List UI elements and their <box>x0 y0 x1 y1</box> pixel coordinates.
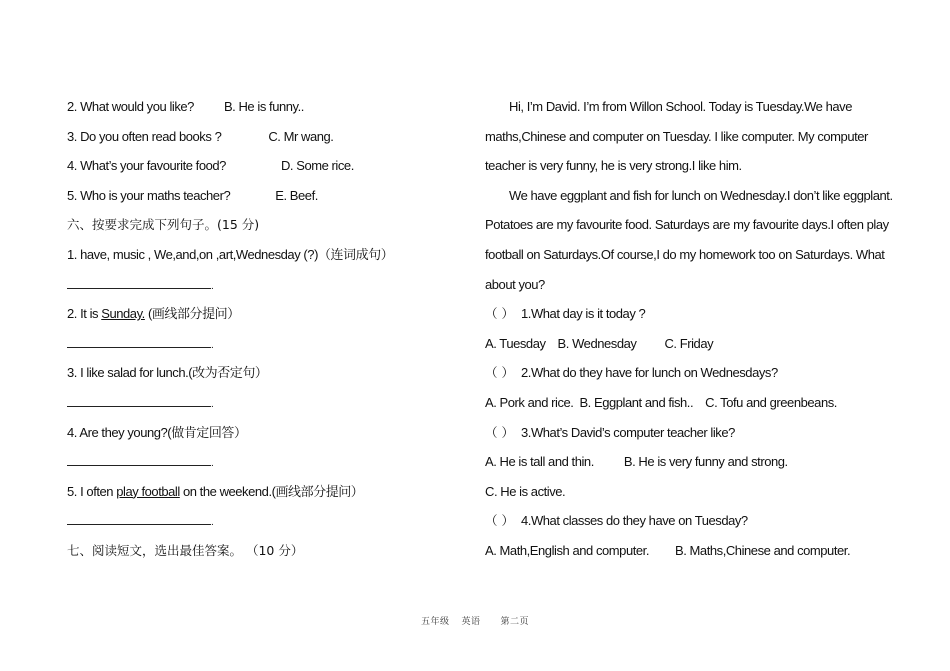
blank-end: . <box>211 517 214 529</box>
answer-option: D. Some rice. <box>280 158 354 174</box>
reading-question-1 <box>485 302 885 332</box>
footer-grade: 五年级 <box>420 617 450 627</box>
option-a: A. Tuesday <box>485 335 546 351</box>
answer-option: B. He is funny.. <box>223 99 304 114</box>
option-b: B. Eggplant and fish.. <box>579 394 694 410</box>
question-text: 2.What do they have for lunch on Wednesdays? <box>521 365 778 381</box>
s6-question-3 <box>67 361 467 391</box>
footer-subject: 英语 <box>461 617 481 627</box>
answer-line[interactable] <box>67 332 467 362</box>
footer-page-number: 第二页 <box>500 617 530 627</box>
matching-row <box>67 95 467 125</box>
answer-bracket[interactable]: （ ） <box>485 306 514 322</box>
blank-end: . <box>211 280 214 292</box>
answer-blank[interactable] <box>67 332 211 348</box>
option-b: B. Maths,Chinese and computer. <box>675 542 851 558</box>
options-row <box>485 332 885 362</box>
answer-option: E. Beef. <box>275 187 318 203</box>
s6-question-1 <box>67 243 467 273</box>
section-six-title: 六、按要求完成下列句子。(15 分) <box>67 217 260 233</box>
s6-question-2 <box>67 302 467 332</box>
passage-line: Potatoes are my favourite food. Saturdays are my favourite days.I often play <box>485 217 889 233</box>
option-c: C. Friday <box>664 335 714 351</box>
matching-row <box>67 125 467 155</box>
reading-question-4 <box>485 509 885 539</box>
option-c: C. Tofu and greenbeans. <box>705 394 837 410</box>
question-text: 3. I like salad for lunch.(改为否定句） <box>67 365 268 381</box>
answer-line[interactable] <box>67 450 467 480</box>
question-text: 4.What classes do they have on Tuesday? <box>521 513 748 529</box>
answer-bracket[interactable]: （ ） <box>485 513 514 529</box>
question-text: 3. Do you often read books ? <box>67 128 222 144</box>
answer-bracket[interactable]: （ ） <box>485 424 514 440</box>
passage-line: football on Saturdays.Of course,I do my homework too on Saturdays. What <box>485 246 885 262</box>
question-text: 4. Are they young?(做肯定回答） <box>67 424 247 440</box>
right-column <box>485 95 893 569</box>
question-text: 5. I often <box>67 483 117 499</box>
question-text: 4. What’s your favourite food? <box>67 158 226 174</box>
answer-blank[interactable] <box>67 450 211 466</box>
option-b: B. Wednesday <box>557 335 637 351</box>
blank-end: . <box>211 398 214 410</box>
left-column <box>67 95 467 569</box>
passage-line: about you? <box>485 276 545 292</box>
s6-question-5 <box>67 480 467 510</box>
answer-line[interactable] <box>67 273 467 303</box>
question-text: 1.What day is it today ? <box>521 306 646 322</box>
blank-end: . <box>211 458 214 470</box>
underlined-phrase: Sunday. <box>101 306 145 322</box>
answer-blank[interactable] <box>67 509 211 525</box>
answer-line[interactable] <box>67 509 467 539</box>
options-row <box>485 539 885 569</box>
question-text: 2. It is <box>67 306 102 322</box>
underlined-phrase: play football <box>116 483 180 499</box>
options-row <box>485 391 885 421</box>
option-a: A. Pork and rice. <box>485 394 574 410</box>
passage-line: teacher is very funny, he is very strong.I like him. <box>485 158 742 174</box>
answer-option: C. Mr wang. <box>268 128 334 144</box>
blank-end: . <box>211 339 214 351</box>
passage-line: maths,Chinese and computer on Tuesday. I like computer. My computer <box>485 128 868 144</box>
page-footer <box>0 614 950 627</box>
question-instruction: on the weekend.(画线部分提问） <box>179 483 364 499</box>
matching-row <box>67 154 467 184</box>
matching-row <box>67 184 467 214</box>
reading-question-3 <box>485 421 885 451</box>
option-a: A. Math,English and computer. <box>485 542 649 558</box>
question-text: 1. have, music , We,and,on ,art,Wednesday (?)（连词成句） <box>67 246 394 262</box>
passage-line: Hi, I’m David. I’m from Willon School. Today is Tuesday.We have <box>509 99 853 114</box>
question-text: 2. What would you like? <box>67 99 194 114</box>
option-a: A. He is tall and thin. <box>485 454 594 470</box>
reading-question-2 <box>485 361 885 391</box>
question-instruction: (画线部分提问） <box>144 306 240 322</box>
question-text: 5. Who is your maths teacher? <box>67 187 231 203</box>
question-text: 3.What’s David’s computer teacher like? <box>521 424 735 440</box>
answer-blank[interactable] <box>67 391 211 407</box>
answer-line[interactable] <box>67 391 467 421</box>
options-row <box>485 480 885 510</box>
answer-blank[interactable] <box>67 273 211 289</box>
s6-question-4 <box>67 421 467 451</box>
option-b: B. He is very funny and strong. <box>623 454 788 470</box>
passage-line: We have eggplant and fish for lunch on Wednesday.I don’t like eggplant. <box>509 187 893 203</box>
section-seven-title: 七、阅读短文，选出最佳答案。 （10 分） <box>67 542 304 558</box>
option-c: C. He is active. <box>485 483 566 499</box>
options-row <box>485 450 885 480</box>
answer-bracket[interactable]: （ ） <box>485 365 514 381</box>
